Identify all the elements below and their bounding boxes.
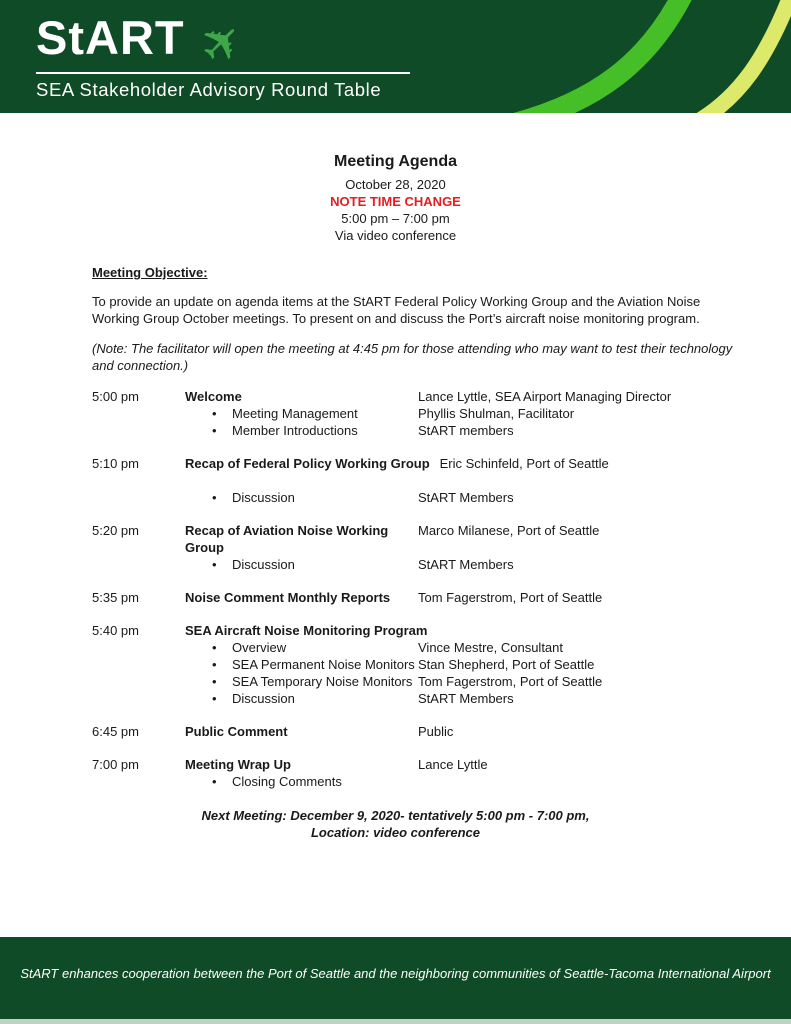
agenda-subitem — [185, 422, 418, 439]
agenda-topic: Recap of Aviation Noise Working Group — [185, 523, 389, 555]
subitem-speaker: Vince Mestre, Consultant — [418, 640, 563, 655]
subitem-label: Discussion — [232, 557, 295, 572]
agenda-speaker: Lance Lyttle — [418, 757, 488, 772]
agenda-subitem — [185, 556, 418, 573]
airplane-icon: ✈ — [186, 7, 257, 79]
facilitator-note: (Note: The facilitator will open the meeting at 4:45 pm for those attending who may want to test their technology and connection.) — [92, 341, 733, 373]
agenda-item — [92, 756, 740, 790]
subitem-label: Meeting Management — [232, 406, 358, 421]
agenda-topic: Welcome — [185, 389, 242, 404]
agenda-subitem — [185, 690, 418, 707]
agenda-item — [92, 723, 740, 740]
objective-section — [92, 265, 740, 374]
subitem-label: SEA Permanent Noise Monitors — [232, 657, 415, 672]
agenda-speaker: Lance Lyttle, SEA Airport Managing Director — [418, 389, 672, 404]
bullet-icon — [212, 556, 232, 573]
agenda-topic: Meeting Wrap Up — [185, 757, 291, 772]
title-block — [0, 151, 791, 244]
start-logo: StART — [36, 11, 185, 64]
agenda-subitem — [185, 639, 418, 656]
agenda-item — [92, 388, 740, 439]
time-change-notice: NOTE TIME CHANGE — [330, 194, 461, 209]
agenda-time: 5:10 pm — [92, 456, 139, 471]
agenda-subitem — [185, 673, 418, 690]
subitem-speaker: StART members — [418, 423, 514, 438]
agenda-topic: SEA Aircraft Noise Monitoring Program — [185, 623, 428, 638]
agenda-time: 7:00 pm — [92, 757, 139, 772]
subitem-label: Overview — [232, 640, 287, 655]
objective-body: To provide an update on agenda items at the StART Federal Policy Working Group and the Aviation Noise Working Group October meetings. To present on and discuss the Port’s aircraft noise monitoring program. — [92, 294, 701, 326]
subitem-label: SEA Temporary Noise Monitors — [232, 674, 413, 689]
subitem-speaker: Phyllis Shulman, Facilitator — [418, 406, 575, 421]
agenda-item — [92, 522, 740, 573]
agenda-subitem — [185, 489, 418, 506]
subitem-label: Member Introductions — [232, 423, 358, 438]
agenda-item — [92, 622, 740, 707]
next-meeting-note — [0, 807, 791, 841]
page-title: Meeting Agenda — [334, 153, 457, 170]
header-tagline: SEA Stakeholder Advisory Round Table — [36, 79, 382, 100]
agenda-item — [92, 589, 740, 606]
objective-heading: Meeting Objective: — [92, 265, 208, 280]
subitem-speaker: Tom Fagerstrom, Port of Seattle — [418, 674, 603, 689]
agenda-speaker: Eric Schinfeld, Port of Seattle — [439, 456, 609, 471]
footer-banner — [0, 937, 791, 1024]
bullet-icon — [212, 405, 232, 422]
agenda-topic: Recap of Federal Policy Working Group — [185, 456, 430, 471]
bullet-icon — [212, 656, 232, 673]
subitem-label: Discussion — [232, 691, 295, 706]
bullet-icon — [212, 489, 232, 506]
agenda-time: 5:20 pm — [92, 523, 139, 538]
bullet-icon — [212, 422, 232, 439]
agenda-item — [92, 455, 740, 506]
agenda-time: 5:35 pm — [92, 590, 139, 605]
footer-tagline: StART enhances cooperation between the Port of Seattle and the neighboring communities of Seattle-Tacoma International Airport — [20, 965, 771, 981]
agenda-speaker: Marco Milanese, Port of Seattle — [418, 523, 600, 538]
subitem-speaker — [418, 773, 740, 790]
agenda-topic: Noise Comment Monthly Reports — [185, 590, 391, 605]
next-meeting-line1: Next Meeting: December 9, 2020- tentatively 5:00 pm - 7:00 pm, — [201, 808, 590, 823]
subitem-speaker: StART Members — [418, 691, 514, 706]
bullet-icon — [212, 639, 232, 656]
subitem-speaker: Stan Shepherd, Port of Seattle — [418, 657, 595, 672]
meeting-venue: Via video conference — [334, 228, 457, 243]
agenda-subitem — [185, 656, 418, 673]
subitem-speaker: StART Members — [418, 557, 514, 572]
agenda-speaker: Public — [418, 724, 454, 739]
agenda-time: 6:45 pm — [92, 724, 139, 739]
agenda-topic: Public Comment — [185, 724, 288, 739]
agenda-section — [92, 388, 740, 790]
document-body — [0, 151, 791, 841]
header-banner — [0, 0, 791, 113]
bullet-icon — [212, 773, 232, 790]
agenda-time: 5:40 pm — [92, 623, 139, 638]
agenda-speaker — [437, 622, 740, 639]
logo-block — [36, 7, 410, 101]
next-meeting-line2: Location: video conference — [310, 825, 481, 840]
subitem-label: Discussion — [232, 490, 295, 505]
meeting-time: 5:00 pm – 7:00 pm — [341, 211, 450, 226]
agenda-time: 5:00 pm — [92, 389, 139, 404]
agenda-subitem — [185, 773, 418, 790]
meeting-date: October 28, 2020 — [345, 177, 446, 192]
agenda-speaker: Tom Fagerstrom, Port of Seattle — [418, 590, 603, 605]
subitem-speaker: StART Members — [418, 490, 514, 505]
agenda-subitem — [185, 405, 418, 422]
bullet-icon — [212, 690, 232, 707]
subitem-label: Closing Comments — [232, 774, 342, 789]
bullet-icon — [212, 673, 232, 690]
